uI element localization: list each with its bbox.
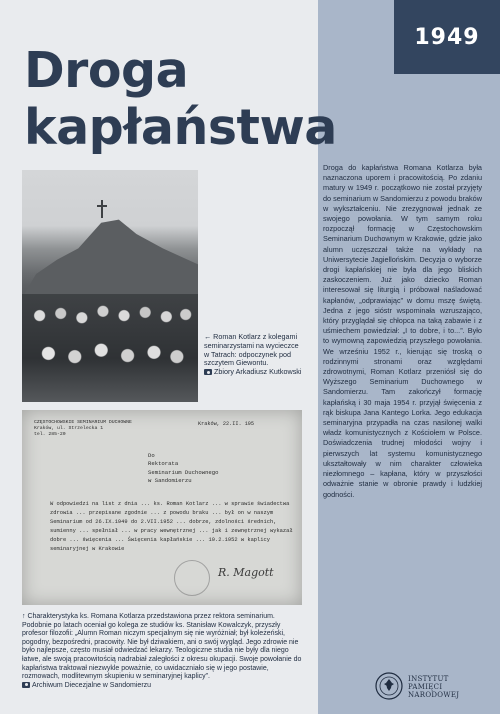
logo-line: NARODOWEJ: [408, 691, 460, 700]
address-line: Seminarium Duchownego: [148, 468, 219, 476]
summit-cross: [101, 200, 103, 218]
main-article-text: Droga do kapłaństwa Romana Kotlarza była naznaczona uporem i pracowitością. Po zdaniu matury w 1949 r. początkowo nie został przyjęty do seminarium w Sandomierzu z powodu braków w wykształceniu. Nie zrezygnował jednak ze swojego powołania. W tym samym roku rozpoczął formację w Częstochowskim Seminarium Duchownym w Krakowie, gdzie jako alumn uczęszczał także na wykłady na Uniwersytecie Jagiellońskim. Decyzja o wyborze drogi kapłańskiej nie była dla jego bliskich zaskoczeniem. Już jako dziecko Roman interesował się liturgią i próbował naśladować kapłanów, „odprawiając” w domu mszę świętą. Jedna z jego sióstr wspominała wzruszająco, który przyglądał się chłopca na taką zabawie i z uśmiechem powiedział: „I to dobre, i to...”. Było to wymowną zapowiedzią przyszłego powołania. We wrześniu 1952 r., kierując się troską o rodzinnymi stronami oraz względami zdrowotnymi, Roman Kotlarz przeniósł się do Wyższego Seminarium Duchownego w Sandomierzu. Tam zakończył formację kapłańską i 30 maja 1954 r. przyjął święcenia z rąk biskupa Jana Kantego Lorka. Jego edukacja seminaryjna przypadła na czas nasilonej walki władz komunistycznych z Kościołem w Polsce. Doświadczenia trudnej młodości wojny i pierwszych lat systemu komunistycznego ukształtowały w nim charakter człowieka niezłomnego – kapłana, który w przyszłości odważnie stanie w obronie prawdy i ludzkiej godności.: [323, 163, 482, 499]
seminary-document-scan: [22, 410, 302, 605]
address-line: Do: [148, 452, 155, 459]
title-line-2: kapłaństwa: [24, 99, 337, 156]
year-badge: 1949: [394, 0, 500, 74]
letterhead-line: CZĘSTOCHOWSKIE SEMINARIUM DUCHOWNE: [34, 420, 132, 425]
ipn-logo-text: [408, 675, 488, 700]
document-letterhead: [34, 420, 132, 438]
photo-caption: [204, 333, 304, 377]
address-line: Rektorata: [148, 460, 179, 468]
document-credit: Archiwum Diecezjalne w Sandomierzu: [32, 681, 152, 689]
ipn-seal-icon: [375, 672, 403, 700]
rector-signature: R. Magott: [218, 566, 274, 579]
photo-credit: Zbiory Arkadiusz Kutkowski: [214, 367, 302, 377]
camera-icon: [22, 682, 30, 688]
mountain-peak: [22, 218, 198, 298]
document-address: [148, 452, 219, 486]
seminarians-group: [22, 294, 198, 402]
summit-cross-bar: [97, 205, 107, 207]
title-line-1: Droga: [24, 42, 189, 99]
letterhead-line: Kraków, ul. Strzelecka 1: [34, 426, 104, 431]
logo-line: PAMIĘCI: [408, 683, 443, 692]
document-date: Kraków, 22.II. 195: [198, 421, 255, 427]
letterhead-line: tel. 285-20: [34, 432, 66, 437]
page-title: [24, 42, 337, 156]
document-caption-text: ↑ Charakterystyka ks. Romana Kotlarza przedstawiona przez rektora seminarium. Podobnie po latach oceniał go kolega ze studiów ks. Stanisław Kowalczyk, przyszły profesor filozofii: „Alumn Roman niczym specjalnym się nie wyróżniał; był koleżeński, pogodny, bezpośredni, pracowity. Nie był dziwakiem, ani o swój wygląd. Jego zdrowie nie było najlepsze, często musiał odwiedzać lekarzy. Teologiczne studia nie były dla niego łatwe, ale swoją pracowitością nadrabiał zaległości z okresu okupacji. Swoje powołanie do kapłaństwa traktował niezwykle poważnie, co uwidaczniało się w jego postawie, rozmowach, modlitewnym skupieniu w seminaryjnej kaplicy”.: [22, 613, 302, 681]
document-caption: [22, 613, 304, 690]
photo-caption-text: ← Roman Kotlarz z kolegami seminarzystami na wycieczce w Tatrach: odpoczynek pod szczytem Giewontu.: [204, 332, 299, 368]
address-line: w Sandomierzu: [148, 477, 192, 485]
official-stamp: [174, 560, 210, 596]
document-body: W odpowiedzi na list z dnia ... ks. Roman Kotlarz ... w sprawie świadectwa zdrowia ... przepisane zgodnie ... z powodu braku ... był on w naszym Seminarium od 26.IX.1949 do 2.VII.1952 ... dobrze, zdolności średnich, sumienny ... spełniał ... w pracy wewnętrznej ... jak i zewnętrznej wykazał dobre ... święcenia ... Święcenia kapłańskie ... 10.2.1952 w kaplicy seminaryjnej w Krakowie: [50, 501, 293, 552]
camera-icon: [204, 369, 212, 375]
logo-line: INSTYTUT: [408, 675, 449, 683]
mountain-group-photo: [22, 170, 198, 402]
